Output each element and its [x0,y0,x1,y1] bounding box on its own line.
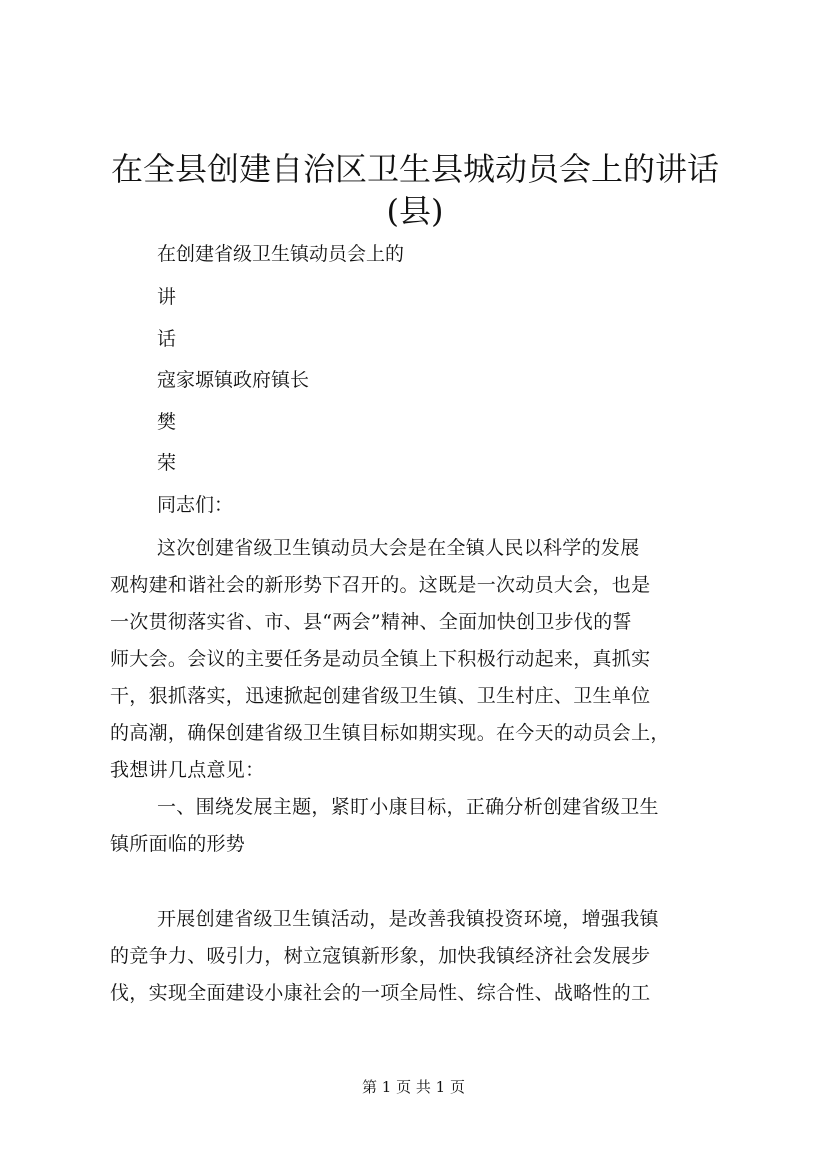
header-line-name-fan: 樊 [157,411,177,433]
paragraph-1-line: 的高潮，确保创建省级卫生镇目标如期实现。在今天的动员会上， [110,722,670,744]
paragraph-1-line: 干，狠抓落实，迅速掀起创建省级卫生镇、卫生村庄、卫生单位 [110,685,651,707]
paragraph-1-line: 这次创建省级卫生镇动员大会是在全镇人民以科学的发展 [157,537,640,559]
header-line-name-rong: 荣 [157,452,177,474]
paragraph-3-line: 伐，实现全面建设小康社会的一项全局性、综合性、战略性的工 [110,982,651,1004]
header-line-speaker-title: 寇家塬镇政府镇长 [157,369,310,391]
header-line-speech-topic: 在创建省级卫生镇动员会上的 [157,243,405,265]
header-line-hua: 话 [157,328,177,350]
paragraph-2-section-heading [110,789,722,863]
paragraph-1-line: 师大会。会议的主要任务是动员全镇上下积极行动起来，真抓实 [110,648,651,670]
paragraph-1-line: 观构建和谐社会的新形势下召开的。这既是一次动员大会，也是 [110,574,651,596]
document-title-line-2: (县) [386,192,444,230]
salutation: 同志们： [157,494,234,516]
paragraph-2-line: 一、围绕发展主题，紧盯小康目标，正确分析创建省级卫生 [157,796,659,818]
header-line-jiang: 讲 [157,286,177,308]
document-title-line-1: 在全县创建自治区卫生县城动员会上的讲话 [110,150,719,188]
page-number-footer: 第 1 页 共 1 页 [362,1078,465,1096]
paragraph-1 [110,530,722,789]
paragraph-3-line: 开展创建省级卫生镇活动，是改善我镇投资环境，增强我镇 [157,908,659,930]
paragraph-2-line: 镇所面临的形势 [110,833,246,855]
paragraph-1-line: 我想讲几点意见： [110,759,265,781]
paragraph-1-line: 一次贯彻落实省、市、县“两会”精神、全面加快创卫步伐的誓 [110,611,632,633]
paragraph-3-line: 的竞争力、吸引力，树立寇镇新形象，加快我镇经济社会发展步 [110,945,651,967]
paragraph-3 [110,901,722,1012]
